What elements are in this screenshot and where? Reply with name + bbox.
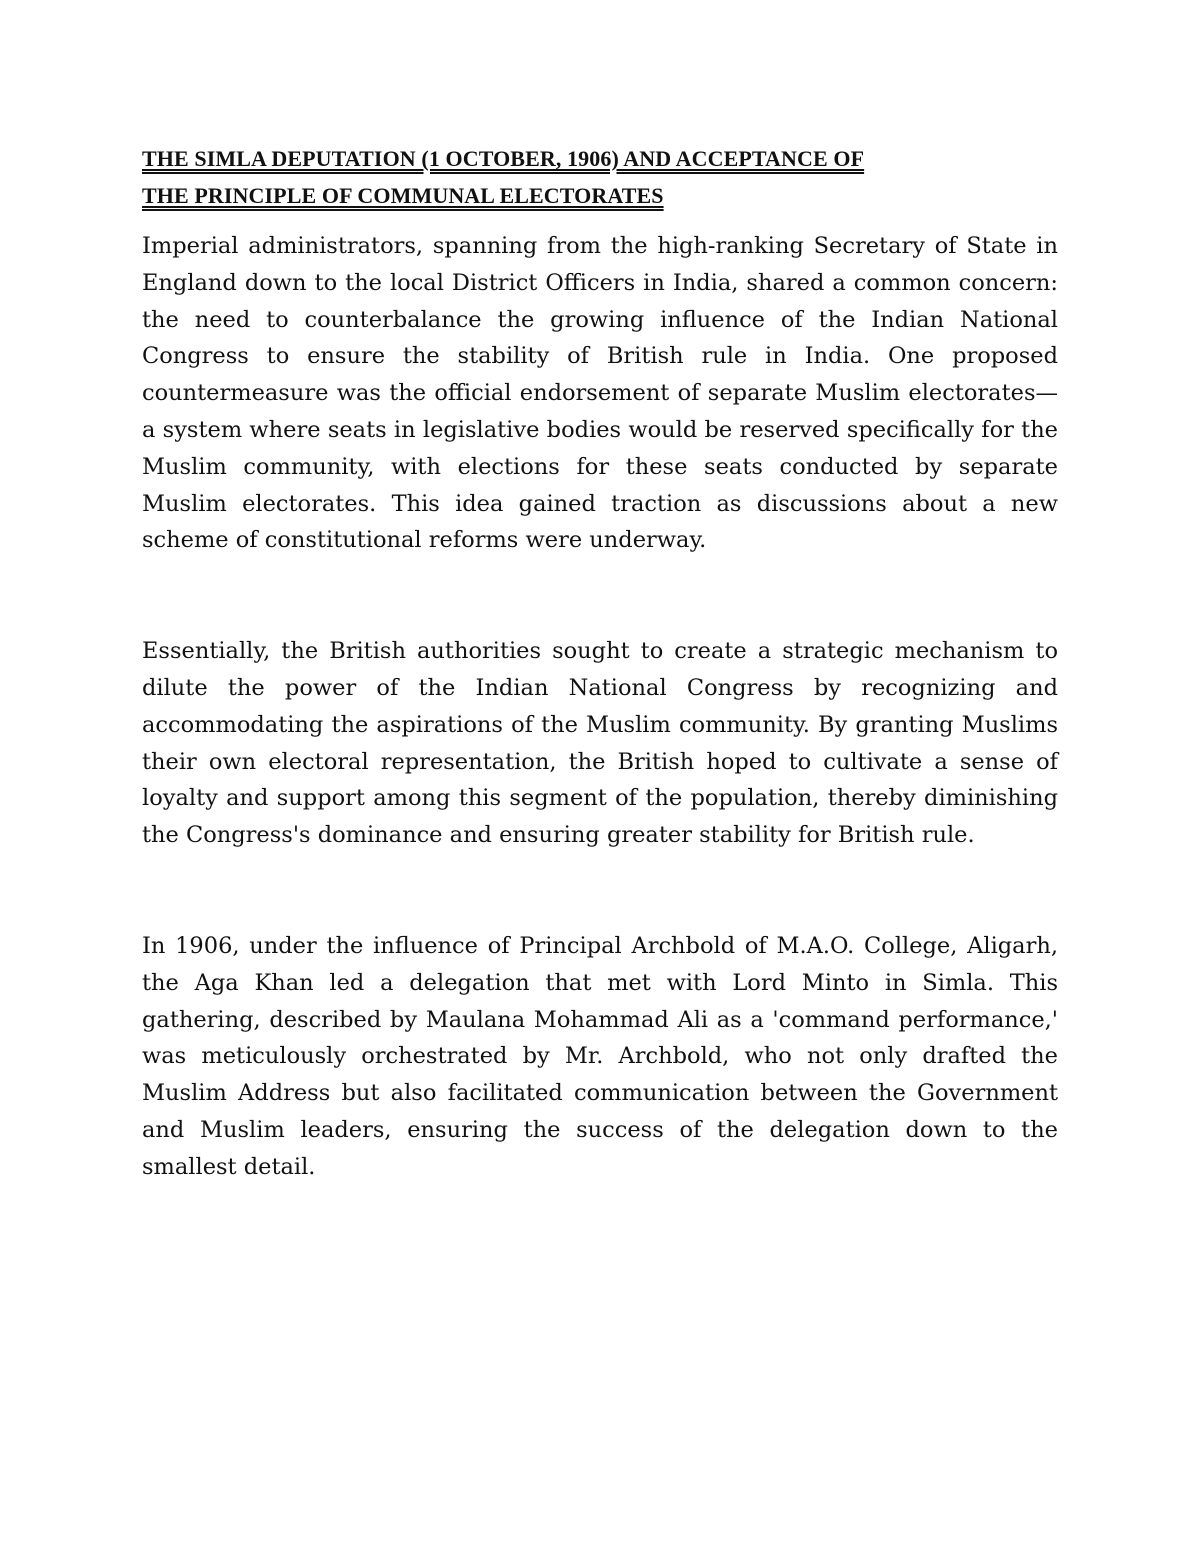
paragraph-1: Imperial administrators, spanning from the high-ranking Secretary of State in England down to the local District Officers in India, shared a common concern: the need to counterbalance the growing influence of the Indian National Congress to ensure the stability of British rule in India. One proposed countermeasure was the official endorsement of separate Muslim electorates—a system where seats in legislative bodies would be reserved specifically for the Muslim community, with elections for these seats conducted by separate Muslim electorates. This idea gained traction as discussions about a new scheme of constitutional reforms were underway. <box>142 233 1058 554</box>
heading-line-2: THE PRINCIPLE OF COMMUNAL ELECTORATES <box>142 183 664 208</box>
document-heading <box>142 140 1058 214</box>
heading-line-1: THE SIMLA DEPUTATION (1 OCTOBER, 1906) AND ACCEPTANCE OF <box>142 146 865 171</box>
paragraph-2: Essentially, the British authorities sought to create a strategic mechanism to dilute the power of the Indian National Congress by recognizing and accommodating the aspirations of the Muslim community. By granting Muslims their own electoral representation, the British hoped to cultivate a sense of loyalty and support among this segment of the population, thereby diminishing the Congress's dominance and ensuring greater stability for British rule. <box>142 638 1058 849</box>
paragraph-3: In 1906, under the influence of Principal Archbold of M.A.O. College, Aligarh, the Aga Khan led a delegation that met with Lord Minto in Simla. This gathering, described by Maulana Mohammad Ali as a 'command performance,' was meticulously orchestrated by Mr. Archbold, who not only drafted the Muslim Address but also facilitated communication between the Government and Muslim leaders, ensuring the success of the delegation down to the smallest detail. <box>142 932 1058 1180</box>
document-page <box>142 140 1058 1186</box>
